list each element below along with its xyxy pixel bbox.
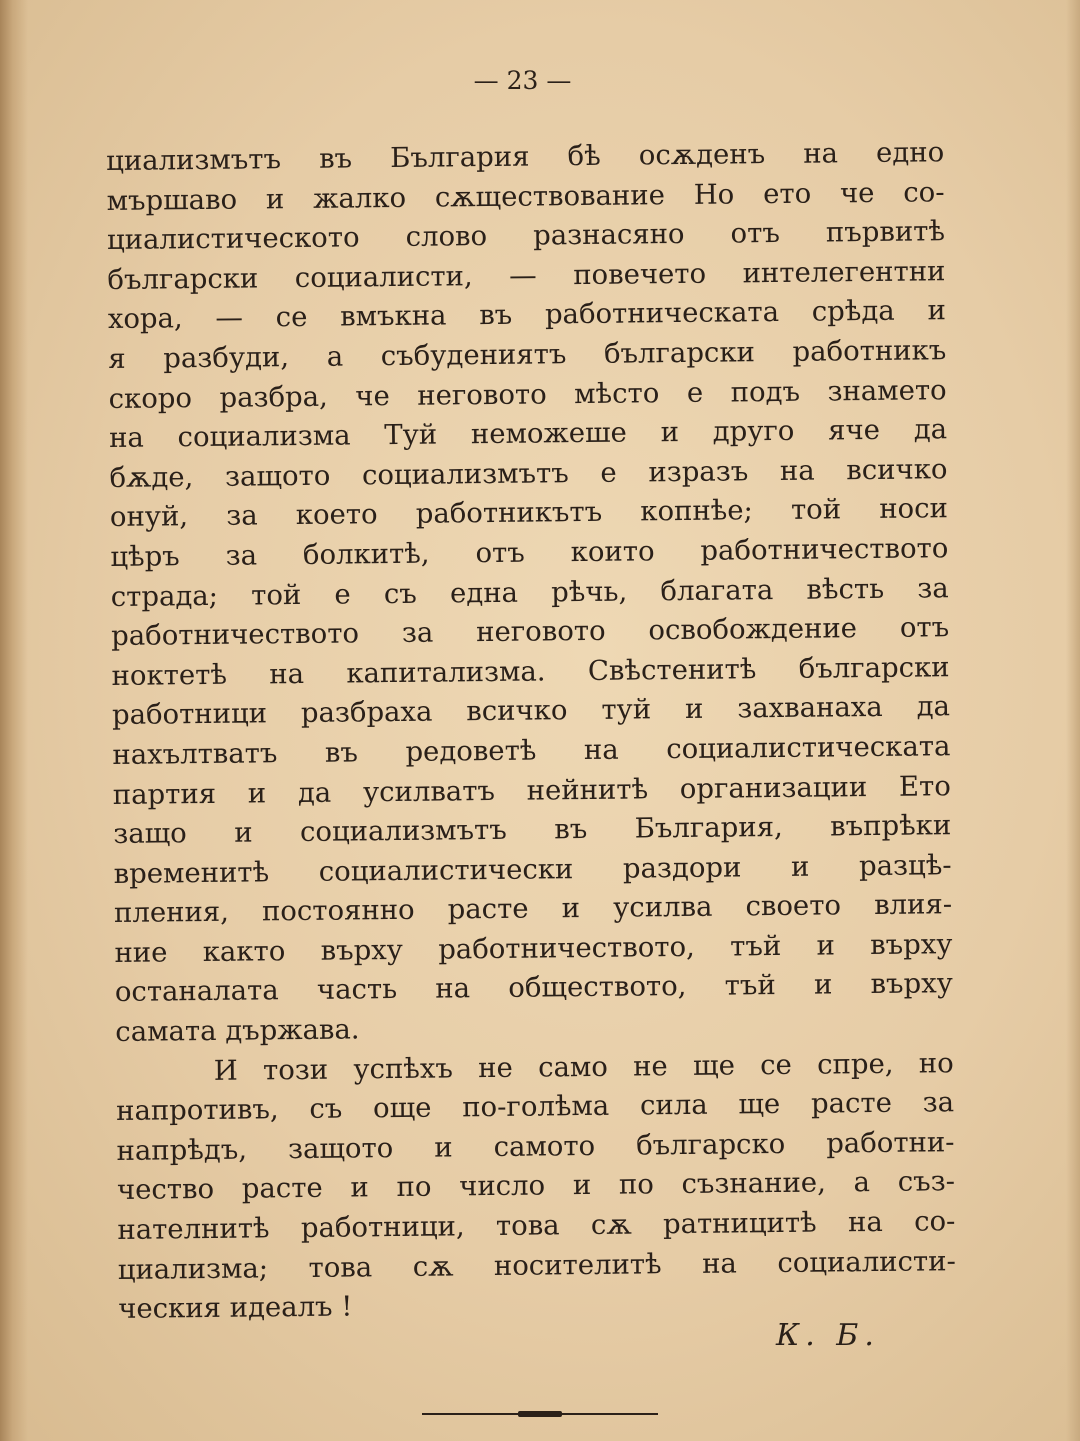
text-line: самата държава. (115, 1013, 360, 1049)
text-line: пления, постоянно расте и усилва своето влия- (113, 888, 953, 930)
text-line: страда; той е съ една рѣчь, благата вѣсть за (110, 571, 949, 613)
page-edge-shadow (1066, 0, 1080, 1441)
end-ornament-rule (422, 1411, 658, 1417)
text-line: ноктетѣ на капитализма. Свѣстенитѣ български (111, 650, 950, 692)
text-line: скоро разбра, че неговото мѣсто е подъ знамето (108, 373, 947, 415)
text-line: циализма; това сѫ носителитѣ на социалисти- (117, 1244, 956, 1286)
rule-center-bar (518, 1411, 562, 1417)
text-line: напрѣдъ, защото и самото българско работни- (116, 1126, 955, 1167)
text-line: работници разбраха всичко туй и захванаха да (111, 690, 951, 732)
text-line: напротивъ, съ още по-голѣма сила ще расте за (115, 1086, 955, 1128)
text-line: временитѣ социалистически раздори и разцѣ- (113, 848, 952, 890)
text-line: български социалисти, — повечето интелегентни (107, 254, 946, 296)
text-line: партия и да усилватъ нейнитѣ организации Ето (112, 769, 951, 811)
paragraph-1 (106, 133, 953, 1052)
text-line: цѣръ за болкитѣ, отъ които работничеството (110, 532, 949, 573)
text-line: циалистическото слово разнасяно отъ първитѣ (106, 215, 946, 257)
text-line: останалата часть на обществото, тъй и върху (114, 967, 954, 1009)
text-line: онуй, за което работникътъ копнѣе; той носи (109, 492, 949, 534)
text-line: мършаво и жалко сѫществование Но ето че со- (106, 175, 945, 217)
text-line: хора, — се вмъкна въ работническата срѣда и (107, 294, 946, 336)
text-line: бѫде, защото социализмътъ е изразъ на всичко (109, 452, 948, 494)
text-line: ние както върху работничеството, тъй и върху (114, 928, 953, 969)
text-line: чество расте и по число и по съзнание, а съз- (116, 1165, 956, 1207)
rule-left-line (422, 1413, 518, 1415)
text-line: циализмътъ въ България бѣ осѫденъ на едно (106, 136, 945, 177)
text-line: работничеството за неговото освобождение отъ (111, 611, 950, 653)
text-line: ческия идеалъ ! (118, 1290, 353, 1326)
page-spine-shadow (0, 0, 28, 1441)
text-line: защо и социализмътъ въ България, въпрѣки (113, 809, 952, 851)
text-line: нателнитѣ работници, това сѫ ратницитѣ на со- (117, 1205, 956, 1246)
text-line: я разбуди, а събудениятъ български работникъ (108, 334, 947, 375)
rule-right-line (562, 1413, 658, 1415)
page-number: — 23 — (473, 66, 572, 95)
paragraph-2 (116, 1044, 957, 1330)
author-signature: К. Б. (776, 1318, 880, 1353)
text-line: нахълтватъ въ редоветѣ на социалистическата (112, 730, 951, 771)
text-line: на социализма Туй неможеше и друго яче да (108, 413, 948, 455)
body-text (106, 133, 956, 1330)
text-line: И този успѣхъ не само не ще се спре, но (213, 1046, 954, 1087)
